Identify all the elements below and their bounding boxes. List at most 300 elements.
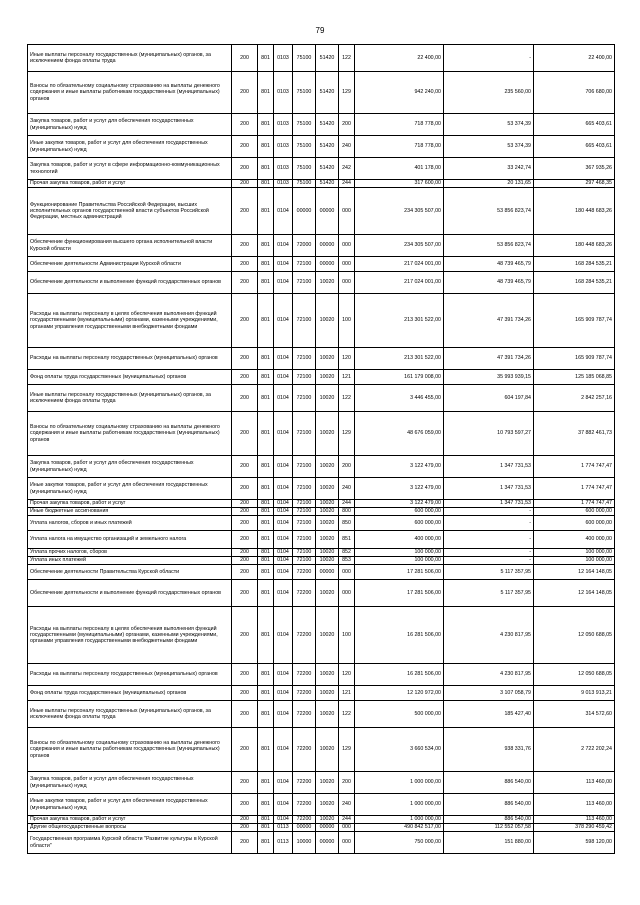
program-code-cell: 72100 (293, 516, 316, 531)
expense-type-cell: 853 (339, 557, 355, 565)
approved-amount-cell: 3 122 479,00 (355, 500, 444, 508)
expense-name-cell: Взносы по обязательному социальному страхованию на выплаты денежного содержания и иные выплаты работникам государственных (муниципальных) органов (28, 412, 232, 456)
expense-type-cell: 121 (339, 686, 355, 701)
page-number: 79 (315, 26, 325, 35)
table-row (28, 816, 615, 824)
direction-code-cell: 10020 (316, 370, 339, 385)
section-code-cell: 0104 (274, 294, 293, 348)
direction-code-cell: 00000 (316, 257, 339, 272)
remaining-amount-cell: 1 774 747,47 (534, 456, 615, 478)
direction-code-cell: 51420 (316, 180, 339, 188)
expense-name-cell: Расходы на выплаты персоналу государственных (муниципальных) органов (28, 348, 232, 370)
expense-type-cell: 000 (339, 257, 355, 272)
table-row (28, 772, 615, 794)
expense-type-cell: 850 (339, 516, 355, 531)
expense-name-cell: Уплата прочих налогов, сборов (28, 549, 232, 557)
ministry-code-cell: 801 (258, 686, 274, 701)
ministry-code-cell: 801 (258, 728, 274, 772)
expense-type-cell: 122 (339, 45, 355, 72)
remaining-amount-cell: 165 909 787,74 (534, 348, 615, 370)
section-code-cell: 0103 (274, 45, 293, 72)
direction-code-cell: 10020 (316, 456, 339, 478)
ministry-code-cell: 801 (258, 500, 274, 508)
table-row (28, 478, 615, 500)
section-code-cell: 0104 (274, 272, 293, 294)
approved-amount-cell: 22 400,00 (355, 45, 444, 72)
direction-code-cell: 10020 (316, 478, 339, 500)
remaining-amount-cell: 12 164 148,05 (534, 565, 615, 580)
section-code-cell: 0104 (274, 664, 293, 686)
expense-name-cell: Другие общегосударственные вопросы (28, 824, 232, 832)
section-code-cell: 0104 (274, 412, 293, 456)
admin-code-cell: 200 (232, 580, 258, 607)
program-code-cell: 72100 (293, 370, 316, 385)
approved-amount-cell: 16 281 506,00 (355, 607, 444, 664)
program-code-cell: 72100 (293, 348, 316, 370)
remaining-amount-cell: 400 000,00 (534, 531, 615, 549)
program-code-cell: 72200 (293, 686, 316, 701)
section-code-cell: 0104 (274, 565, 293, 580)
direction-code-cell: 10020 (316, 772, 339, 794)
approved-amount-cell: 3 122 479,00 (355, 478, 444, 500)
direction-code-cell: 10020 (316, 294, 339, 348)
remaining-amount-cell: 378 290 459,42 (534, 824, 615, 832)
budget-table (27, 44, 615, 854)
direction-code-cell: 10020 (316, 701, 339, 728)
program-code-cell: 75100 (293, 158, 316, 180)
admin-code-cell: 200 (232, 607, 258, 664)
expense-name-cell: Государственная программа Курской области "Развитие культуры в Курской области" (28, 832, 232, 854)
remaining-amount-cell: 37 882 461,73 (534, 412, 615, 456)
remaining-amount-cell: 297 468,35 (534, 180, 615, 188)
expense-type-cell: 200 (339, 772, 355, 794)
expense-name-cell: Уплата налога на имущество организаций и земельного налога (28, 531, 232, 549)
program-code-cell: 72100 (293, 257, 316, 272)
section-code-cell: 0104 (274, 478, 293, 500)
ministry-code-cell: 801 (258, 235, 274, 257)
executed-amount-cell: 33 242,74 (444, 158, 534, 180)
program-code-cell: 72100 (293, 412, 316, 456)
program-code-cell: 72200 (293, 772, 316, 794)
direction-code-cell: 51420 (316, 136, 339, 158)
section-code-cell: 0104 (274, 370, 293, 385)
ministry-code-cell: 801 (258, 816, 274, 824)
approved-amount-cell: 500 000,00 (355, 701, 444, 728)
section-code-cell: 0104 (274, 701, 293, 728)
approved-amount-cell: 161 179 008,00 (355, 370, 444, 385)
table-row (28, 348, 615, 370)
admin-code-cell: 200 (232, 772, 258, 794)
remaining-amount-cell: 2 722 202,24 (534, 728, 615, 772)
direction-code-cell: 10020 (316, 531, 339, 549)
table-row (28, 607, 615, 664)
executed-amount-cell: 604 197,84 (444, 385, 534, 412)
executed-amount-cell: - (444, 531, 534, 549)
program-code-cell: 72200 (293, 565, 316, 580)
program-code-cell: 75100 (293, 114, 316, 136)
executed-amount-cell: - (444, 557, 534, 565)
executed-amount-cell: 112 552 057,58 (444, 824, 534, 832)
executed-amount-cell: 886 540,00 (444, 794, 534, 816)
executed-amount-cell: 886 540,00 (444, 772, 534, 794)
admin-code-cell: 200 (232, 180, 258, 188)
executed-amount-cell: - (444, 549, 534, 557)
remaining-amount-cell: 598 120,00 (534, 832, 615, 854)
expense-name-cell: Обеспечение функционирования высшего органа исполнительной власти Курской области (28, 235, 232, 257)
expense-type-cell: 000 (339, 824, 355, 832)
program-code-cell: 72100 (293, 508, 316, 516)
executed-amount-cell: 48 739 465,79 (444, 272, 534, 294)
table-row (28, 180, 615, 188)
expense-name-cell: Иные выплаты персоналу государственных (муниципальных) органов, за исключением фонда оплаты труда (28, 385, 232, 412)
approved-amount-cell: 3 122 479,00 (355, 456, 444, 478)
section-code-cell: 0104 (274, 516, 293, 531)
table-row (28, 294, 615, 348)
ministry-code-cell: 801 (258, 531, 274, 549)
executed-amount-cell: 185 427,40 (444, 701, 534, 728)
admin-code-cell: 200 (232, 72, 258, 114)
admin-code-cell: 200 (232, 500, 258, 508)
table-row (28, 158, 615, 180)
direction-code-cell: 00000 (316, 235, 339, 257)
admin-code-cell: 200 (232, 412, 258, 456)
approved-amount-cell: 16 281 506,00 (355, 664, 444, 686)
section-code-cell: 0104 (274, 188, 293, 235)
remaining-amount-cell: 665 403,61 (534, 114, 615, 136)
program-code-cell: 72100 (293, 385, 316, 412)
table-row (28, 580, 615, 607)
table-row (28, 701, 615, 728)
expense-name-cell: Закупка товаров, работ и услуг в сфере информационно-коммуникационных технологий (28, 158, 232, 180)
section-code-cell: 0103 (274, 158, 293, 180)
ministry-code-cell: 801 (258, 664, 274, 686)
remaining-amount-cell: 1 774 747,47 (534, 500, 615, 508)
admin-code-cell: 200 (232, 257, 258, 272)
remaining-amount-cell: 12 050 688,05 (534, 607, 615, 664)
section-code-cell: 0104 (274, 686, 293, 701)
approved-amount-cell: 213 301 522,00 (355, 294, 444, 348)
executed-amount-cell: 48 739 465,79 (444, 257, 534, 272)
executed-amount-cell: 1 347 731,53 (444, 500, 534, 508)
program-code-cell: 72100 (293, 549, 316, 557)
admin-code-cell: 200 (232, 294, 258, 348)
expense-type-cell: 200 (339, 456, 355, 478)
expense-name-cell: Обеспечение деятельности Правительства Курской области (28, 565, 232, 580)
approved-amount-cell: 100 000,00 (355, 557, 444, 565)
ministry-code-cell: 801 (258, 549, 274, 557)
ministry-code-cell: 801 (258, 158, 274, 180)
admin-code-cell: 200 (232, 114, 258, 136)
ministry-code-cell: 801 (258, 45, 274, 72)
expense-type-cell: 129 (339, 728, 355, 772)
program-code-cell: 72200 (293, 607, 316, 664)
table-row (28, 531, 615, 549)
section-code-cell: 0104 (274, 500, 293, 508)
ministry-code-cell: 801 (258, 294, 274, 348)
direction-code-cell: 00000 (316, 565, 339, 580)
admin-code-cell: 200 (232, 136, 258, 158)
remaining-amount-cell: 1 774 747,47 (534, 478, 615, 500)
section-code-cell: 0104 (274, 549, 293, 557)
executed-amount-cell: 5 117 357,95 (444, 565, 534, 580)
direction-code-cell: 10020 (316, 385, 339, 412)
admin-code-cell: 200 (232, 272, 258, 294)
remaining-amount-cell: 314 572,60 (534, 701, 615, 728)
expense-type-cell: 851 (339, 531, 355, 549)
approved-amount-cell: 490 842 517,00 (355, 824, 444, 832)
expense-type-cell: 122 (339, 385, 355, 412)
table-row (28, 72, 615, 114)
executed-amount-cell: 10 793 597,27 (444, 412, 534, 456)
direction-code-cell: 10020 (316, 549, 339, 557)
program-code-cell: 72100 (293, 294, 316, 348)
expense-name-cell: Взносы по обязательному социальному страхованию на выплаты денежного содержания и иные выплаты работникам государственных (муниципальных) органов (28, 72, 232, 114)
admin-code-cell: 200 (232, 832, 258, 854)
section-code-cell: 0104 (274, 728, 293, 772)
expense-name-cell: Иные закупки товаров, работ и услуг для обеспечения государственных (муниципальных) нужд (28, 794, 232, 816)
ministry-code-cell: 801 (258, 370, 274, 385)
expense-name-cell: Функционирование Правительства Российской Федерации, высших исполнительных органов государственной власти субъектов Российской Федерации, местных администраций (28, 188, 232, 235)
approved-amount-cell: 12 120 972,00 (355, 686, 444, 701)
executed-amount-cell: 53 856 823,74 (444, 235, 534, 257)
expense-type-cell: 200 (339, 114, 355, 136)
expense-type-cell: 852 (339, 549, 355, 557)
expense-name-cell: Обеспечение деятельности и выполнение функций государственных органов (28, 272, 232, 294)
remaining-amount-cell: 600 000,00 (534, 516, 615, 531)
expense-name-cell: Прочая закупка товаров, работ и услуг (28, 816, 232, 824)
program-code-cell: 00000 (293, 188, 316, 235)
program-code-cell: 72100 (293, 272, 316, 294)
approved-amount-cell: 3 446 455,00 (355, 385, 444, 412)
expense-name-cell: Обеспечение деятельности Администрации Курской области (28, 257, 232, 272)
program-code-cell: 72200 (293, 701, 316, 728)
approved-amount-cell: 217 024 001,00 (355, 272, 444, 294)
program-code-cell: 72100 (293, 500, 316, 508)
expense-type-cell: 100 (339, 294, 355, 348)
expense-type-cell: 129 (339, 72, 355, 114)
expense-type-cell: 800 (339, 508, 355, 516)
ministry-code-cell: 801 (258, 257, 274, 272)
ministry-code-cell: 801 (258, 557, 274, 565)
remaining-amount-cell: 706 680,00 (534, 72, 615, 114)
expense-name-cell: Закупка товаров, работ и услуг для обеспечения государственных (муниципальных) нужд (28, 772, 232, 794)
expense-type-cell: 000 (339, 188, 355, 235)
program-code-cell: 10000 (293, 832, 316, 854)
remaining-amount-cell: 100 000,00 (534, 549, 615, 557)
remaining-amount-cell: 113 460,00 (534, 794, 615, 816)
direction-code-cell: 00000 (316, 832, 339, 854)
approved-amount-cell: 600 000,00 (355, 516, 444, 531)
expense-name-cell: Уплата иных платежей (28, 557, 232, 565)
direction-code-cell: 10020 (316, 580, 339, 607)
ministry-code-cell: 801 (258, 824, 274, 832)
table-row (28, 500, 615, 508)
section-code-cell: 0113 (274, 824, 293, 832)
table-row (28, 516, 615, 531)
program-code-cell: 72100 (293, 456, 316, 478)
direction-code-cell: 00000 (316, 824, 339, 832)
program-code-cell: 72200 (293, 794, 316, 816)
expense-name-cell: Иные выплаты персоналу государственных (муниципальных) органов, за исключением фонда оплаты труда (28, 701, 232, 728)
expense-type-cell: 120 (339, 348, 355, 370)
executed-amount-cell: 47 391 734,26 (444, 348, 534, 370)
admin-code-cell: 200 (232, 531, 258, 549)
program-code-cell: 72200 (293, 728, 316, 772)
remaining-amount-cell: 12 050 688,05 (534, 664, 615, 686)
expense-type-cell: 000 (339, 580, 355, 607)
expense-type-cell: 244 (339, 816, 355, 824)
expense-name-cell: Иные бюджетные ассигнования (28, 508, 232, 516)
approved-amount-cell: 234 305 507,00 (355, 188, 444, 235)
direction-code-cell: 10020 (316, 348, 339, 370)
admin-code-cell: 200 (232, 557, 258, 565)
remaining-amount-cell: 180 448 683,26 (534, 235, 615, 257)
table-row (28, 456, 615, 478)
expense-name-cell: Расходы на выплаты персоналу в целях обеспечения выполнения функций государственными (муниципальными) органами, казенными учреждениями, органами управления государственными внебюджетными фондами (28, 607, 232, 664)
approved-amount-cell: 317 600,00 (355, 180, 444, 188)
expense-type-cell: 244 (339, 500, 355, 508)
remaining-amount-cell: 12 164 148,05 (534, 580, 615, 607)
ministry-code-cell: 801 (258, 580, 274, 607)
direction-code-cell: 10020 (316, 272, 339, 294)
section-code-cell: 0103 (274, 136, 293, 158)
program-code-cell: 75100 (293, 136, 316, 158)
table-row (28, 188, 615, 235)
section-code-cell: 0104 (274, 235, 293, 257)
approved-amount-cell: 750 000,00 (355, 832, 444, 854)
admin-code-cell: 200 (232, 565, 258, 580)
approved-amount-cell: 401 178,00 (355, 158, 444, 180)
ministry-code-cell: 801 (258, 565, 274, 580)
approved-amount-cell: 17 281 506,00 (355, 565, 444, 580)
remaining-amount-cell: 22 400,00 (534, 45, 615, 72)
program-code-cell: 72100 (293, 557, 316, 565)
section-code-cell: 0104 (274, 772, 293, 794)
expense-name-cell: Закупка товаров, работ и услуг для обеспечения государственных (муниципальных) нужд (28, 114, 232, 136)
admin-code-cell: 200 (232, 701, 258, 728)
approved-amount-cell: 400 000,00 (355, 531, 444, 549)
approved-amount-cell: 1 000 000,00 (355, 816, 444, 824)
executed-amount-cell: 47 391 734,26 (444, 294, 534, 348)
admin-code-cell: 200 (232, 824, 258, 832)
section-code-cell: 0104 (274, 607, 293, 664)
direction-code-cell: 51420 (316, 158, 339, 180)
executed-amount-cell: 4 230 817,95 (444, 607, 534, 664)
remaining-amount-cell: 600 000,00 (534, 508, 615, 516)
expense-name-cell: Иные закупки товаров, работ и услуг для обеспечения государственных (муниципальных) нужд (28, 478, 232, 500)
table-row (28, 257, 615, 272)
ministry-code-cell: 801 (258, 136, 274, 158)
admin-code-cell: 200 (232, 188, 258, 235)
admin-code-cell: 200 (232, 158, 258, 180)
program-code-cell: 72100 (293, 531, 316, 549)
admin-code-cell: 200 (232, 516, 258, 531)
admin-code-cell: 200 (232, 478, 258, 500)
ministry-code-cell: 801 (258, 794, 274, 816)
approved-amount-cell: 718 778,00 (355, 136, 444, 158)
executed-amount-cell: 4 230 817,95 (444, 664, 534, 686)
expense-name-cell: Расходы на выплаты персоналу в целях обеспечения выполнения функций государственными (муниципальными) органами, казенными учреждениями, органами управления государственными внебюджетными фондами (28, 294, 232, 348)
expense-name-cell: Иные выплаты персоналу государственных (муниципальных) органов, за исключением фонда оплаты труда (28, 45, 232, 72)
expense-type-cell: 100 (339, 607, 355, 664)
expense-name-cell: Прочая закупка товаров, работ и услуг (28, 180, 232, 188)
remaining-amount-cell: 180 448 683,26 (534, 188, 615, 235)
table-row (28, 832, 615, 854)
remaining-amount-cell: 9 013 913,21 (534, 686, 615, 701)
admin-code-cell: 200 (232, 664, 258, 686)
ministry-code-cell: 801 (258, 272, 274, 294)
executed-amount-cell: 35 993 939,15 (444, 370, 534, 385)
table-row (28, 272, 615, 294)
remaining-amount-cell: 665 403,61 (534, 136, 615, 158)
direction-code-cell: 10020 (316, 728, 339, 772)
program-code-cell: 72000 (293, 235, 316, 257)
ministry-code-cell: 801 (258, 114, 274, 136)
table-row (28, 370, 615, 385)
expense-type-cell: 000 (339, 565, 355, 580)
executed-amount-cell: 53 374,39 (444, 114, 534, 136)
admin-code-cell: 200 (232, 686, 258, 701)
section-code-cell: 0104 (274, 580, 293, 607)
ministry-code-cell: 801 (258, 348, 274, 370)
admin-code-cell: 200 (232, 794, 258, 816)
section-code-cell: 0104 (274, 456, 293, 478)
expense-type-cell: 240 (339, 136, 355, 158)
expense-type-cell: 120 (339, 664, 355, 686)
approved-amount-cell: 600 000,00 (355, 508, 444, 516)
executed-amount-cell: 938 331,76 (444, 728, 534, 772)
executed-amount-cell: 235 560,00 (444, 72, 534, 114)
direction-code-cell: 10020 (316, 557, 339, 565)
remaining-amount-cell: 367 935,26 (534, 158, 615, 180)
program-code-cell: 75100 (293, 180, 316, 188)
table-row (28, 235, 615, 257)
table-row (28, 565, 615, 580)
ministry-code-cell: 801 (258, 478, 274, 500)
expense-name-cell: Прочая закупка товаров, работ и услуг (28, 500, 232, 508)
ministry-code-cell: 801 (258, 188, 274, 235)
admin-code-cell: 200 (232, 45, 258, 72)
expense-type-cell: 240 (339, 478, 355, 500)
ministry-code-cell: 801 (258, 456, 274, 478)
admin-code-cell: 200 (232, 549, 258, 557)
approved-amount-cell: 217 024 001,00 (355, 257, 444, 272)
expense-type-cell: 121 (339, 370, 355, 385)
admin-code-cell: 200 (232, 728, 258, 772)
section-code-cell: 0104 (274, 257, 293, 272)
remaining-amount-cell: 125 185 068,85 (534, 370, 615, 385)
remaining-amount-cell: 100 000,00 (534, 557, 615, 565)
program-code-cell: 75100 (293, 72, 316, 114)
direction-code-cell: 10020 (316, 816, 339, 824)
table-row (28, 549, 615, 557)
ministry-code-cell: 801 (258, 516, 274, 531)
program-code-cell: 75100 (293, 45, 316, 72)
program-code-cell: 72100 (293, 478, 316, 500)
ministry-code-cell: 801 (258, 701, 274, 728)
approved-amount-cell: 1 000 000,00 (355, 772, 444, 794)
expense-name-cell: Закупка товаров, работ и услуг для обеспечения государственных (муниципальных) нужд (28, 456, 232, 478)
expense-type-cell: 122 (339, 701, 355, 728)
expense-type-cell: 129 (339, 412, 355, 456)
table-row (28, 664, 615, 686)
approved-amount-cell: 3 660 534,00 (355, 728, 444, 772)
executed-amount-cell: 20 131,65 (444, 180, 534, 188)
remaining-amount-cell: 168 284 535,21 (534, 272, 615, 294)
table-row (28, 686, 615, 701)
approved-amount-cell: 234 305 507,00 (355, 235, 444, 257)
approved-amount-cell: 718 778,00 (355, 114, 444, 136)
